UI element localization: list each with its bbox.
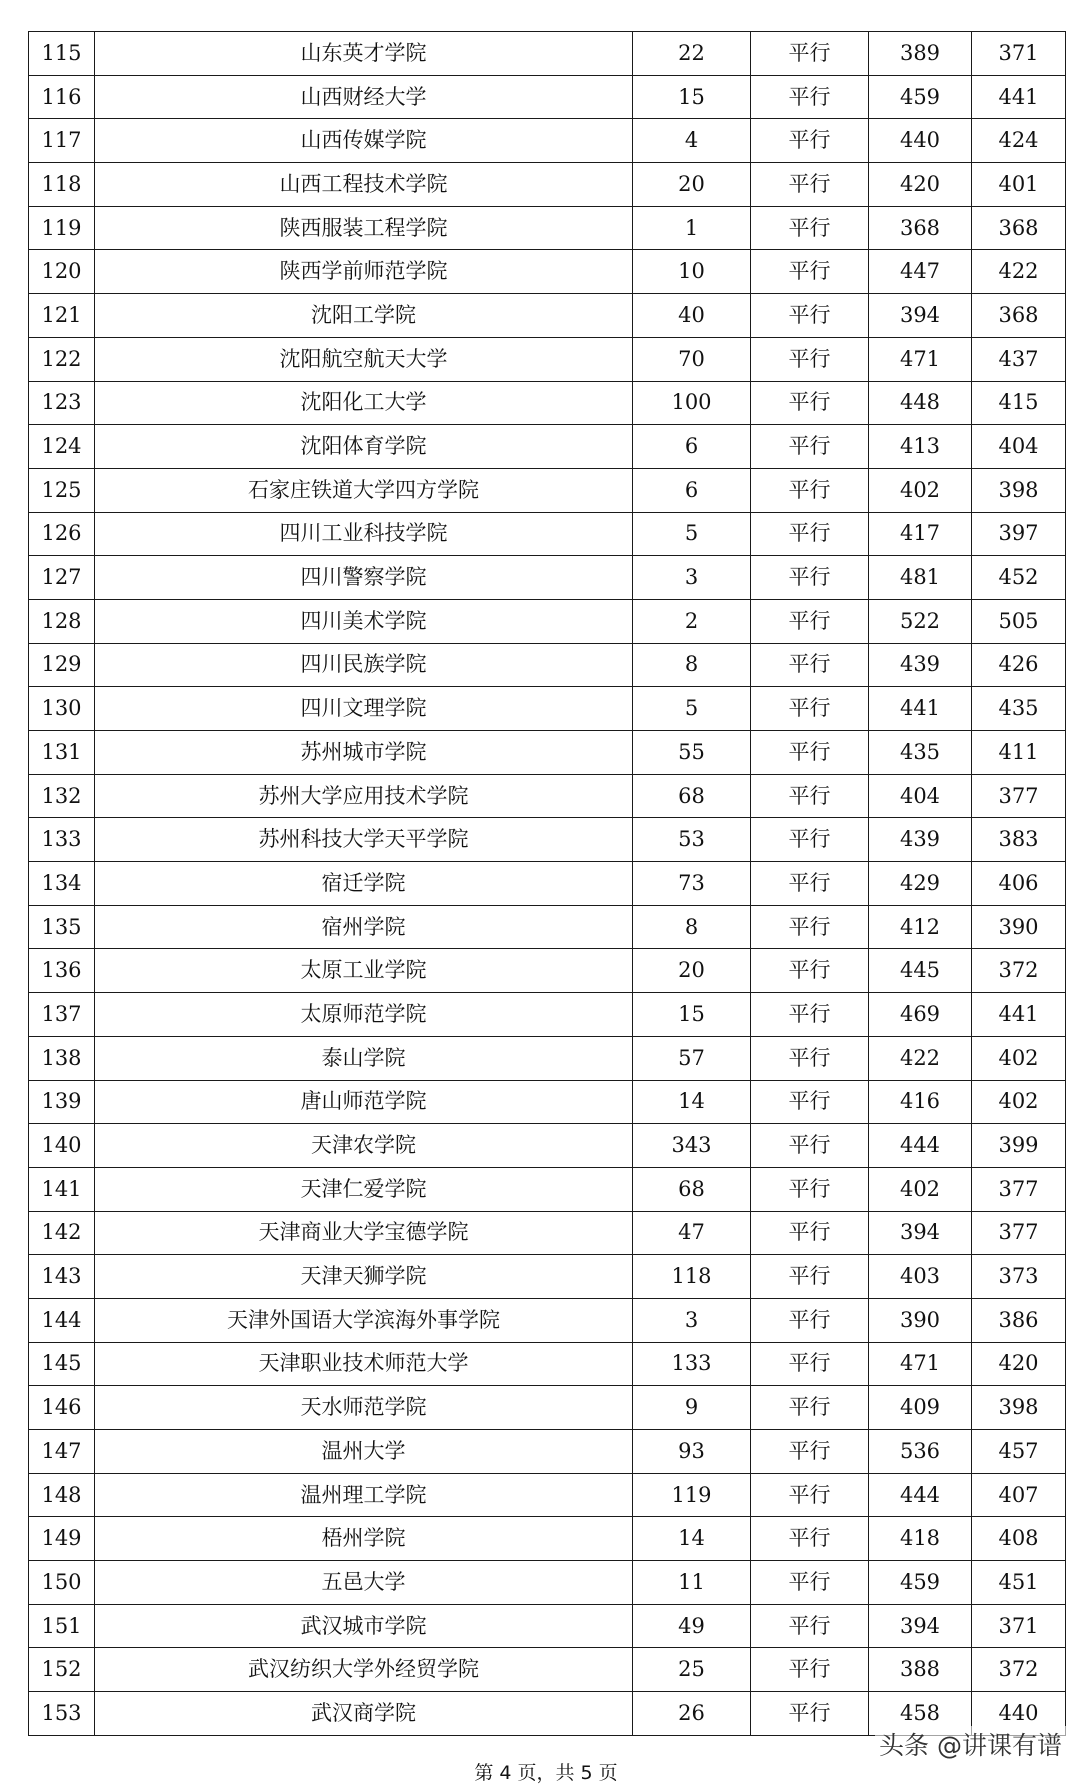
batch-type-cell: 平行 <box>751 643 869 687</box>
table-row <box>29 294 1066 338</box>
max-score-cell: 417 <box>869 512 972 556</box>
batch-type-cell: 平行 <box>751 1298 869 1342</box>
plan-count-cell: 3 <box>633 1298 751 1342</box>
max-score-cell: 422 <box>869 1036 972 1080</box>
row-index-cell: 138 <box>29 1036 95 1080</box>
batch-type-cell: 平行 <box>751 1517 869 1561</box>
school-name-cell: 武汉商学院 <box>95 1692 633 1736</box>
min-score-cell: 371 <box>972 32 1066 76</box>
school-name-cell: 苏州城市学院 <box>95 731 633 775</box>
max-score-cell: 469 <box>869 993 972 1037</box>
batch-type-cell: 平行 <box>751 1080 869 1124</box>
plan-count-cell: 8 <box>633 905 751 949</box>
row-index-cell: 140 <box>29 1124 95 1168</box>
table-row <box>29 1211 1066 1255</box>
max-score-cell: 418 <box>869 1517 972 1561</box>
batch-type-cell: 平行 <box>751 862 869 906</box>
plan-count-cell: 57 <box>633 1036 751 1080</box>
plan-count-cell: 119 <box>633 1473 751 1517</box>
plan-count-cell: 68 <box>633 774 751 818</box>
row-index-cell: 152 <box>29 1648 95 1692</box>
table-row <box>29 905 1066 949</box>
row-index-cell: 134 <box>29 862 95 906</box>
table-row <box>29 1430 1066 1474</box>
max-score-cell: 402 <box>869 1167 972 1211</box>
min-score-cell: 424 <box>972 119 1066 163</box>
row-index-cell: 120 <box>29 250 95 294</box>
max-score-cell: 394 <box>869 294 972 338</box>
min-score-cell: 435 <box>972 687 1066 731</box>
row-index-cell: 145 <box>29 1342 95 1386</box>
max-score-cell: 448 <box>869 381 972 425</box>
max-score-cell: 444 <box>869 1124 972 1168</box>
min-score-cell: 398 <box>972 468 1066 512</box>
row-index-cell: 136 <box>29 949 95 993</box>
school-name-cell: 山西财经大学 <box>95 75 633 119</box>
table-row <box>29 993 1066 1037</box>
page-number-footer: 第 4 页，共 5 页 <box>474 1762 618 1784</box>
school-name-cell: 天津商业大学宝德学院 <box>95 1211 633 1255</box>
min-score-cell: 377 <box>972 774 1066 818</box>
plan-count-cell: 68 <box>633 1167 751 1211</box>
table-row <box>29 1342 1066 1386</box>
plan-count-cell: 5 <box>633 512 751 556</box>
school-name-cell: 陕西学前师范学院 <box>95 250 633 294</box>
min-score-cell: 397 <box>972 512 1066 556</box>
school-name-cell: 天津仁爱学院 <box>95 1167 633 1211</box>
row-index-cell: 137 <box>29 993 95 1037</box>
row-index-cell: 133 <box>29 818 95 862</box>
school-name-cell: 苏州科技大学天平学院 <box>95 818 633 862</box>
min-score-cell: 404 <box>972 425 1066 469</box>
row-index-cell: 149 <box>29 1517 95 1561</box>
school-name-cell: 四川文理学院 <box>95 687 633 731</box>
min-score-cell: 402 <box>972 1036 1066 1080</box>
plan-count-cell: 118 <box>633 1255 751 1299</box>
min-score-cell: 399 <box>972 1124 1066 1168</box>
min-score-cell: 386 <box>972 1298 1066 1342</box>
min-score-cell: 390 <box>972 905 1066 949</box>
school-name-cell: 五邑大学 <box>95 1561 633 1605</box>
min-score-cell: 457 <box>972 1430 1066 1474</box>
table-row <box>29 643 1066 687</box>
row-index-cell: 119 <box>29 206 95 250</box>
row-index-cell: 151 <box>29 1604 95 1648</box>
table-row <box>29 1080 1066 1124</box>
row-index-cell: 132 <box>29 774 95 818</box>
max-score-cell: 368 <box>869 206 972 250</box>
min-score-cell: 373 <box>972 1255 1066 1299</box>
max-score-cell: 394 <box>869 1604 972 1648</box>
max-score-cell: 402 <box>869 468 972 512</box>
min-score-cell: 377 <box>972 1167 1066 1211</box>
plan-count-cell: 133 <box>633 1342 751 1386</box>
table-row <box>29 1386 1066 1430</box>
batch-type-cell: 平行 <box>751 949 869 993</box>
school-name-cell: 沈阳航空航天大学 <box>95 337 633 381</box>
table-row <box>29 250 1066 294</box>
min-score-cell: 406 <box>972 862 1066 906</box>
plan-count-cell: 73 <box>633 862 751 906</box>
row-index-cell: 126 <box>29 512 95 556</box>
school-name-cell: 四川民族学院 <box>95 643 633 687</box>
batch-type-cell: 平行 <box>751 294 869 338</box>
plan-count-cell: 22 <box>633 32 751 76</box>
batch-type-cell: 平行 <box>751 381 869 425</box>
row-index-cell: 123 <box>29 381 95 425</box>
batch-type-cell: 平行 <box>751 337 869 381</box>
plan-count-cell: 9 <box>633 1386 751 1430</box>
table-row <box>29 1517 1066 1561</box>
row-index-cell: 143 <box>29 1255 95 1299</box>
batch-type-cell: 平行 <box>751 163 869 207</box>
plan-count-cell: 25 <box>633 1648 751 1692</box>
plan-count-cell: 3 <box>633 556 751 600</box>
school-name-cell: 石家庄铁道大学四方学院 <box>95 468 633 512</box>
plan-count-cell: 55 <box>633 731 751 775</box>
table-row <box>29 774 1066 818</box>
max-score-cell: 445 <box>869 949 972 993</box>
row-index-cell: 139 <box>29 1080 95 1124</box>
max-score-cell: 413 <box>869 425 972 469</box>
school-name-cell: 武汉纺织大学外经贸学院 <box>95 1648 633 1692</box>
batch-type-cell: 平行 <box>751 556 869 600</box>
min-score-cell: 451 <box>972 1561 1066 1605</box>
min-score-cell: 383 <box>972 818 1066 862</box>
table-row <box>29 468 1066 512</box>
batch-type-cell: 平行 <box>751 206 869 250</box>
batch-type-cell: 平行 <box>751 1692 869 1736</box>
max-score-cell: 481 <box>869 556 972 600</box>
min-score-cell: 371 <box>972 1604 1066 1648</box>
row-index-cell: 115 <box>29 32 95 76</box>
school-name-cell: 温州大学 <box>95 1430 633 1474</box>
plan-count-cell: 53 <box>633 818 751 862</box>
max-score-cell: 522 <box>869 599 972 643</box>
row-index-cell: 116 <box>29 75 95 119</box>
school-name-cell: 陕西服装工程学院 <box>95 206 633 250</box>
school-name-cell: 泰山学院 <box>95 1036 633 1080</box>
plan-count-cell: 343 <box>633 1124 751 1168</box>
plan-count-cell: 6 <box>633 425 751 469</box>
min-score-cell: 415 <box>972 381 1066 425</box>
plan-count-cell: 20 <box>633 949 751 993</box>
plan-count-cell: 93 <box>633 1430 751 1474</box>
school-name-cell: 山东英才学院 <box>95 32 633 76</box>
school-name-cell: 太原师范学院 <box>95 993 633 1037</box>
table-row <box>29 862 1066 906</box>
plan-count-cell: 15 <box>633 75 751 119</box>
max-score-cell: 403 <box>869 1255 972 1299</box>
batch-type-cell: 平行 <box>751 599 869 643</box>
batch-type-cell: 平行 <box>751 1255 869 1299</box>
watermark: 头条 @讲课有谱 <box>875 1726 1066 1762</box>
row-index-cell: 146 <box>29 1386 95 1430</box>
school-name-cell: 四川美术学院 <box>95 599 633 643</box>
school-name-cell: 四川工业科技学院 <box>95 512 633 556</box>
school-name-cell: 武汉城市学院 <box>95 1604 633 1648</box>
plan-count-cell: 15 <box>633 993 751 1037</box>
min-score-cell: 441 <box>972 993 1066 1037</box>
plan-count-cell: 11 <box>633 1561 751 1605</box>
batch-type-cell: 平行 <box>751 1342 869 1386</box>
min-score-cell: 372 <box>972 1648 1066 1692</box>
row-index-cell: 141 <box>29 1167 95 1211</box>
school-name-cell: 温州理工学院 <box>95 1473 633 1517</box>
batch-type-cell: 平行 <box>751 731 869 775</box>
table-row <box>29 425 1066 469</box>
table-row <box>29 1298 1066 1342</box>
table-row <box>29 512 1066 556</box>
min-score-cell: 368 <box>972 294 1066 338</box>
min-score-cell: 420 <box>972 1342 1066 1386</box>
row-index-cell: 147 <box>29 1430 95 1474</box>
table-row <box>29 1648 1066 1692</box>
max-score-cell: 444 <box>869 1473 972 1517</box>
school-name-cell: 沈阳工学院 <box>95 294 633 338</box>
batch-type-cell: 平行 <box>751 993 869 1037</box>
min-score-cell: 422 <box>972 250 1066 294</box>
school-name-cell: 天津天狮学院 <box>95 1255 633 1299</box>
table-row <box>29 687 1066 731</box>
max-score-cell: 435 <box>869 731 972 775</box>
min-score-cell: 441 <box>972 75 1066 119</box>
table-row <box>29 731 1066 775</box>
min-score-cell: 426 <box>972 643 1066 687</box>
table-row <box>29 1036 1066 1080</box>
batch-type-cell: 平行 <box>751 1561 869 1605</box>
max-score-cell: 409 <box>869 1386 972 1430</box>
plan-count-cell: 26 <box>633 1692 751 1736</box>
table-row <box>29 337 1066 381</box>
school-name-cell: 沈阳体育学院 <box>95 425 633 469</box>
batch-type-cell: 平行 <box>751 1124 869 1168</box>
max-score-cell: 420 <box>869 163 972 207</box>
max-score-cell: 458 <box>869 1692 972 1736</box>
row-index-cell: 118 <box>29 163 95 207</box>
plan-count-cell: 2 <box>633 599 751 643</box>
plan-count-cell: 14 <box>633 1517 751 1561</box>
school-name-cell: 宿迁学院 <box>95 862 633 906</box>
table-row <box>29 1473 1066 1517</box>
min-score-cell: 437 <box>972 337 1066 381</box>
batch-type-cell: 平行 <box>751 1473 869 1517</box>
max-score-cell: 404 <box>869 774 972 818</box>
max-score-cell: 389 <box>869 32 972 76</box>
row-index-cell: 142 <box>29 1211 95 1255</box>
min-score-cell: 411 <box>972 731 1066 775</box>
plan-count-cell: 100 <box>633 381 751 425</box>
row-index-cell: 153 <box>29 1692 95 1736</box>
min-score-cell: 402 <box>972 1080 1066 1124</box>
school-name-cell: 四川警察学院 <box>95 556 633 600</box>
batch-type-cell: 平行 <box>751 774 869 818</box>
batch-type-cell: 平行 <box>751 1386 869 1430</box>
min-score-cell: 401 <box>972 163 1066 207</box>
school-name-cell: 天津农学院 <box>95 1124 633 1168</box>
max-score-cell: 447 <box>869 250 972 294</box>
plan-count-cell: 10 <box>633 250 751 294</box>
row-index-cell: 121 <box>29 294 95 338</box>
max-score-cell: 390 <box>869 1298 972 1342</box>
batch-type-cell: 平行 <box>751 425 869 469</box>
batch-type-cell: 平行 <box>751 905 869 949</box>
admission-scores-table <box>28 31 1066 1736</box>
table-row <box>29 949 1066 993</box>
school-name-cell: 山西工程技术学院 <box>95 163 633 207</box>
batch-type-cell: 平行 <box>751 512 869 556</box>
max-score-cell: 439 <box>869 818 972 862</box>
min-score-cell: 372 <box>972 949 1066 993</box>
max-score-cell: 429 <box>869 862 972 906</box>
school-name-cell: 梧州学院 <box>95 1517 633 1561</box>
min-score-cell: 452 <box>972 556 1066 600</box>
table-row <box>29 163 1066 207</box>
batch-type-cell: 平行 <box>751 1167 869 1211</box>
row-index-cell: 125 <box>29 468 95 512</box>
max-score-cell: 439 <box>869 643 972 687</box>
table-row <box>29 818 1066 862</box>
max-score-cell: 412 <box>869 905 972 949</box>
max-score-cell: 441 <box>869 687 972 731</box>
row-index-cell: 127 <box>29 556 95 600</box>
table-row <box>29 1255 1066 1299</box>
school-name-cell: 宿州学院 <box>95 905 633 949</box>
max-score-cell: 471 <box>869 337 972 381</box>
school-name-cell: 天津外国语大学滨海外事学院 <box>95 1298 633 1342</box>
plan-count-cell: 6 <box>633 468 751 512</box>
plan-count-cell: 20 <box>633 163 751 207</box>
batch-type-cell: 平行 <box>751 119 869 163</box>
max-score-cell: 388 <box>869 1648 972 1692</box>
plan-count-cell: 47 <box>633 1211 751 1255</box>
max-score-cell: 459 <box>869 1561 972 1605</box>
school-name-cell: 唐山师范学院 <box>95 1080 633 1124</box>
table-row <box>29 556 1066 600</box>
max-score-cell: 536 <box>869 1430 972 1474</box>
row-index-cell: 150 <box>29 1561 95 1605</box>
school-name-cell: 山西传媒学院 <box>95 119 633 163</box>
min-score-cell: 398 <box>972 1386 1066 1430</box>
row-index-cell: 135 <box>29 905 95 949</box>
row-index-cell: 131 <box>29 731 95 775</box>
max-score-cell: 416 <box>869 1080 972 1124</box>
table-row <box>29 75 1066 119</box>
plan-count-cell: 70 <box>633 337 751 381</box>
min-score-cell: 440 <box>972 1692 1066 1736</box>
row-index-cell: 129 <box>29 643 95 687</box>
plan-count-cell: 5 <box>633 687 751 731</box>
batch-type-cell: 平行 <box>751 250 869 294</box>
table-row <box>29 599 1066 643</box>
table-row <box>29 206 1066 250</box>
batch-type-cell: 平行 <box>751 1211 869 1255</box>
row-index-cell: 124 <box>29 425 95 469</box>
row-index-cell: 130 <box>29 687 95 731</box>
batch-type-cell: 平行 <box>751 1036 869 1080</box>
plan-count-cell: 4 <box>633 119 751 163</box>
row-index-cell: 148 <box>29 1473 95 1517</box>
table-row <box>29 1167 1066 1211</box>
table-row <box>29 1561 1066 1605</box>
batch-type-cell: 平行 <box>751 1430 869 1474</box>
batch-type-cell: 平行 <box>751 687 869 731</box>
plan-count-cell: 40 <box>633 294 751 338</box>
min-score-cell: 407 <box>972 1473 1066 1517</box>
plan-count-cell: 49 <box>633 1604 751 1648</box>
batch-type-cell: 平行 <box>751 32 869 76</box>
batch-type-cell: 平行 <box>751 75 869 119</box>
max-score-cell: 394 <box>869 1211 972 1255</box>
min-score-cell: 368 <box>972 206 1066 250</box>
batch-type-cell: 平行 <box>751 1648 869 1692</box>
school-name-cell: 天津职业技术师范大学 <box>95 1342 633 1386</box>
min-score-cell: 505 <box>972 599 1066 643</box>
max-score-cell: 459 <box>869 75 972 119</box>
school-name-cell: 沈阳化工大学 <box>95 381 633 425</box>
max-score-cell: 471 <box>869 1342 972 1386</box>
table-body <box>29 32 1066 1736</box>
table-row <box>29 1124 1066 1168</box>
row-index-cell: 122 <box>29 337 95 381</box>
row-index-cell: 117 <box>29 119 95 163</box>
table-row <box>29 119 1066 163</box>
table-row <box>29 1604 1066 1648</box>
school-name-cell: 天水师范学院 <box>95 1386 633 1430</box>
table-row <box>29 32 1066 76</box>
school-name-cell: 太原工业学院 <box>95 949 633 993</box>
row-index-cell: 144 <box>29 1298 95 1342</box>
school-name-cell: 苏州大学应用技术学院 <box>95 774 633 818</box>
batch-type-cell: 平行 <box>751 1604 869 1648</box>
batch-type-cell: 平行 <box>751 468 869 512</box>
row-index-cell: 128 <box>29 599 95 643</box>
max-score-cell: 440 <box>869 119 972 163</box>
batch-type-cell: 平行 <box>751 818 869 862</box>
min-score-cell: 408 <box>972 1517 1066 1561</box>
plan-count-cell: 14 <box>633 1080 751 1124</box>
plan-count-cell: 1 <box>633 206 751 250</box>
table-row <box>29 381 1066 425</box>
min-score-cell: 377 <box>972 1211 1066 1255</box>
plan-count-cell: 8 <box>633 643 751 687</box>
